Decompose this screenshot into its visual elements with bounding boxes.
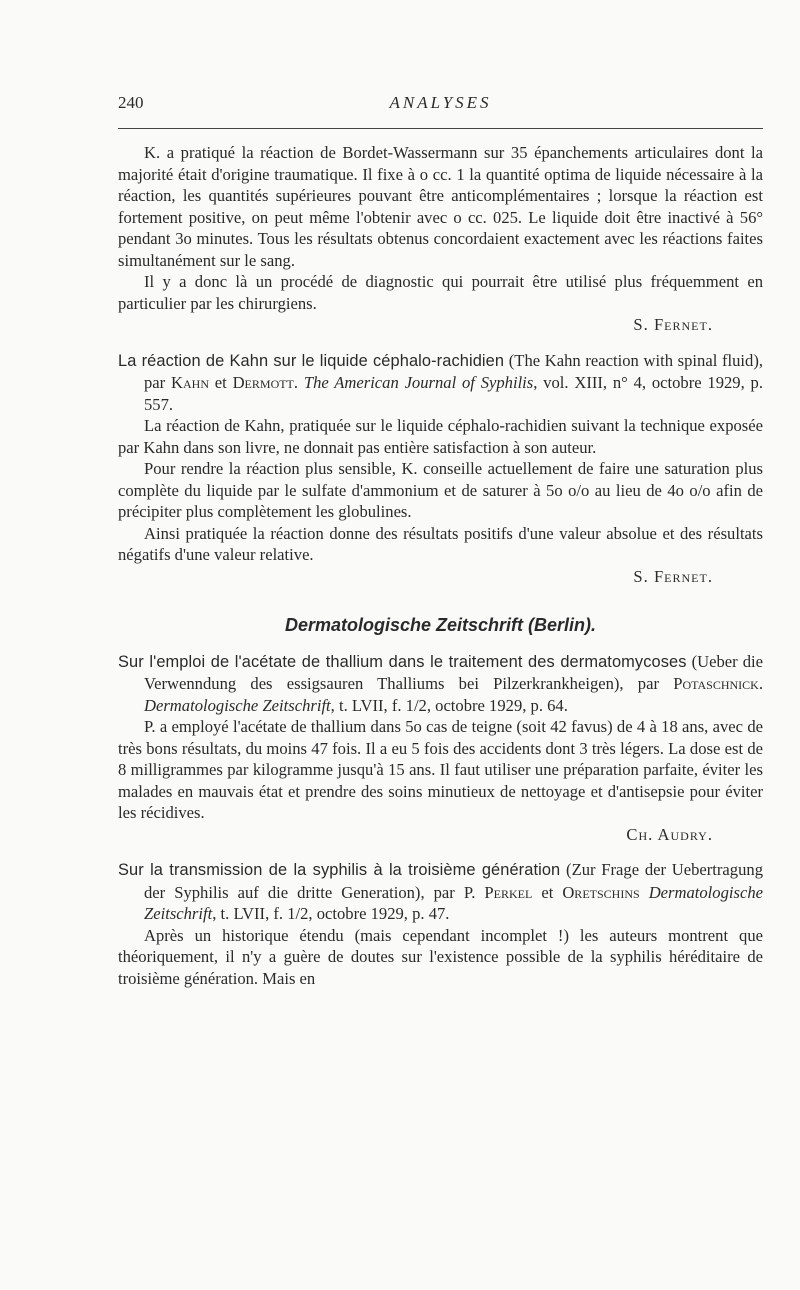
page-header xyxy=(118,93,763,117)
paragraph: Après un historique étendu (mais cependant incomplet !) les auteurs montrent que théoriquement, il n'y a guère de doutes sur l'existence possible de la syphilis héréditaire de troisième génération. Mais en xyxy=(118,925,763,988)
reference-text: (Zur Frage der Uebertragung der Syphilis auf die dritte Generation), par P. xyxy=(144,860,763,902)
reference-text: , t. LVII, f. 1/2, octobre 1929, p. 64. xyxy=(330,695,568,715)
paragraph: P. a employé l'acétate de thallium dans 5o cas de teigne (soit 42 favus) de 4 à 18 ans, avec de très bons résultats, du moins 47 fois. Il a eu 5 fois des accidents dont 3 très légers. La dose est de 8 milligrammes par kilogramme jusqu'à 15 ans. Il faut utiliser une préparation parfaite, éviter les malades en mauvais état et prendre des soins minutieux de nettoyage et d'antisepsie pour éviter les récidives. xyxy=(118,717,763,822)
reference-text: et xyxy=(208,373,233,392)
header-rule xyxy=(118,128,763,129)
reference-text xyxy=(640,883,649,902)
paragraph: K. a pratiqué la réaction de Bordet-Wassermann sur 35 épanchements articulaires dont la majorité était d'origine traumatique. Il fixe à o cc. 1 la quantité optima de liquide nécessaire à la réaction, les quantités supérieures pouvant être anticomplémentaires ; lorsque la réaction est fortement positive, on peut même l'obtenir avec o cc. 025. Le liquide doit être inactivé à 56° pendant 3o minutes. Tous les résultats obtenus concordaient exactement avec les réactions faites simultanément sur le sang. xyxy=(118,143,763,270)
author-name: Perkel xyxy=(484,882,533,902)
reference-text: . xyxy=(758,674,763,693)
page-number: 240 xyxy=(118,93,144,112)
article-heading xyxy=(118,350,763,416)
signature: Ch. Audry. xyxy=(626,824,713,844)
reference-text: (The Kahn reaction with spinal fluid), par xyxy=(144,350,763,392)
signature: S. Fernet. xyxy=(633,566,713,586)
journal-name: Dermatologische Zeitschrift xyxy=(144,882,763,923)
article-heading xyxy=(118,651,763,717)
reference-text: et xyxy=(532,882,563,902)
reference-text: , t. LVII, f. 1/2, octobre 1929, p. 47. xyxy=(212,904,450,923)
author-name: Oretschins xyxy=(562,882,640,902)
paragraph: Ainsi pratiquée la réaction donne des résultats positifs d'une valeur absolue et des résultats négatifs d'une valeur relative. xyxy=(118,523,763,564)
reference-text: . xyxy=(293,373,304,392)
page-content xyxy=(118,142,763,989)
reference-text: (Ueber die Verwenndung des essigsauren Thalliums bei Pilzerkrankheigen), par xyxy=(144,651,763,693)
article-heading xyxy=(118,859,763,925)
journal-name: Dermatologische Zeitschrift xyxy=(144,695,331,715)
reference-text: , vol. XIII, n° 4, octobre 1929, p. 557. xyxy=(144,373,763,414)
article-title: Sur l'emploi de l'acétate de thallium dans le traitement des dermatomycoses xyxy=(118,652,687,671)
journal-name: The American Journal of Syphilis xyxy=(303,373,534,392)
journal-section-heading: Dermatologische Zeitschrift (Berlin). xyxy=(284,615,597,635)
article-title: Sur la transmission de la syphilis à la troisième génération xyxy=(118,861,561,879)
article-title: La réaction de Kahn sur le liquide céphalo-rachidien xyxy=(118,351,505,370)
author-name: Kahn xyxy=(171,373,209,392)
signature: S. Fernet. xyxy=(633,315,713,334)
running-head: ANALYSES xyxy=(389,93,492,112)
author-name: Dermott xyxy=(232,373,294,392)
paragraph: Il y a donc là un procédé de diagnostic qui pourrait être utilisé plus fréquemment en particulier par les chirurgiens. xyxy=(118,272,763,313)
paragraph: Pour rendre la réaction plus sensible, K. conseille actuellement de faire une saturation plus complète du liquide par le sulfate d'ammonium et de saturer à 5o o/o au lieu de 4o o/o afin de précipiter plus complètement les globulines. xyxy=(118,459,763,521)
paragraph: La réaction de Kahn, pratiquée sur le liquide céphalo-rachidien suivant la technique exposée par Kahn dans son livre, ne donnait pas entière satisfaction à son auteur. xyxy=(118,416,763,457)
author-name: Potaschnick xyxy=(673,674,759,693)
